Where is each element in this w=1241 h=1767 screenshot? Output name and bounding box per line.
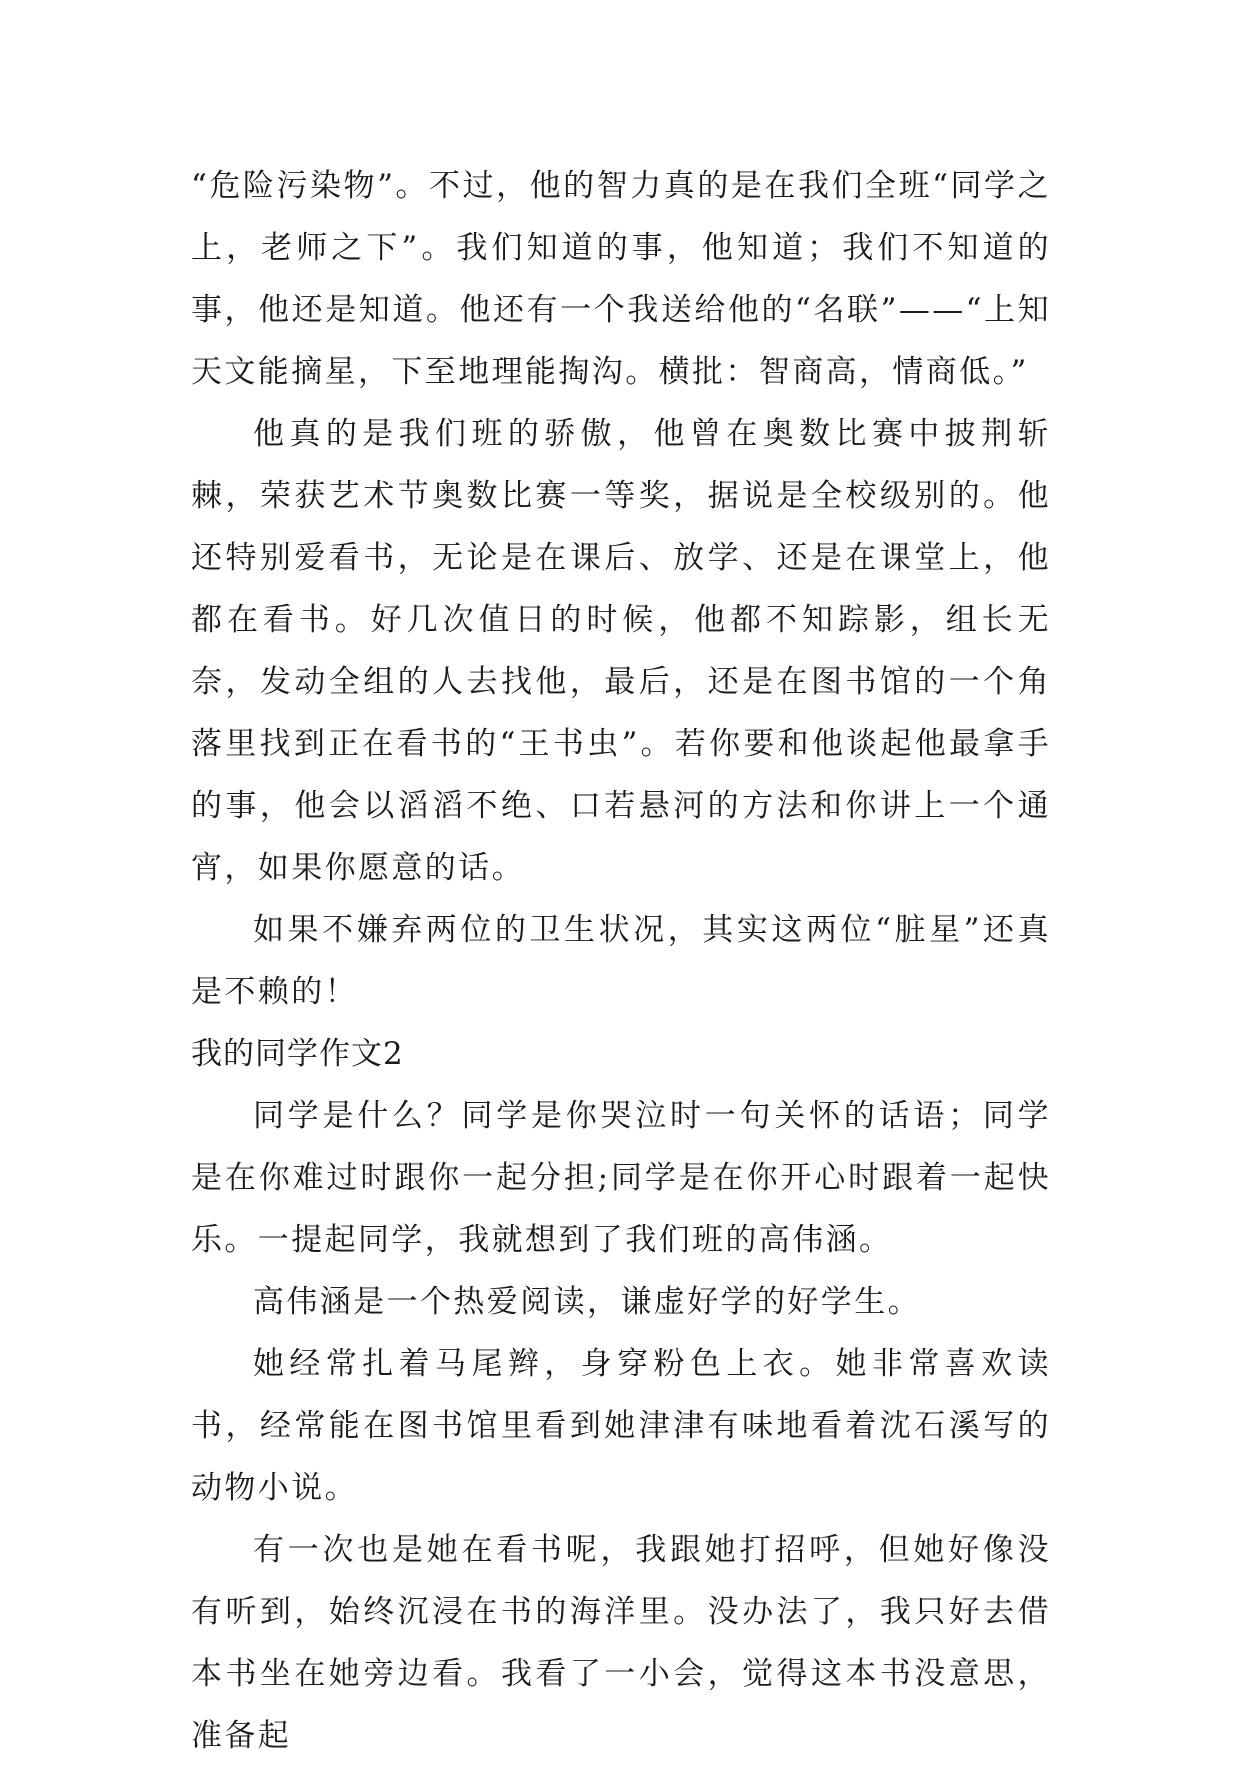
paragraph: 同学是什么？同学是你哭泣时一句关怀的话语；同学是在你难过时跟你一起分担;同学是在你开心时跟着一起快乐。一提起同学，我就想到了我们班的高伟涵。 [191,1098,1051,1258]
paragraph: 有一次也是她在看书呢，我跟她打招呼，但她好像没有听到，始终沉浸在书的海洋里。没办法了，我只好去借本书坐在她旁边看。我看了一小会，觉得这本书没意思，准备起 [191,1532,1051,1754]
paragraph: 他真的是我们班的骄傲，他曾在奥数比赛中披荆斩棘，荣获艺术节奥数比赛一等奖，据说是全校级别的。他还特别爱看书，无论是在课后、放学、还是在课堂上，他都在看书。好几次值日的时候，他都不知踪影，组长无奈，发动全组的人去找他，最后，还是在图书馆的一个角落里找到正在看书的“王书虫”。若你要和他谈起他最拿手的事，他会以滔滔不绝、口若悬河的方法和你讲上一个通宵，如果你愿意的话。 [191,416,1051,886]
paragraph-continued: “危险污染物”。不过，他的智力真的是在我们全班“同学之上，老师之下”。我们知道的事，他知道；我们不知道的事，他还是知道。他还有一个我送给他的“名联”——“上知天文能摘星，下至地理能掏沟。横批：智商高，情商低。” [191,168,1051,390]
paragraph: 如果不嫌弃两位的卫生状况，其实这两位“脏星”还真是不赖的！ [191,912,1051,1010]
document-body [191,155,1051,1767]
paragraph: 她经常扎着马尾辫，身穿粉色上衣。她非常喜欢读书，经常能在图书馆里看到她津津有味地看着沈石溪写的动物小说。 [191,1346,1051,1506]
section-heading: 我的同学作文2 [191,1036,404,1072]
paragraph: 高伟涵是一个热爱阅读，谦虚好学的好学生。 [253,1284,921,1320]
